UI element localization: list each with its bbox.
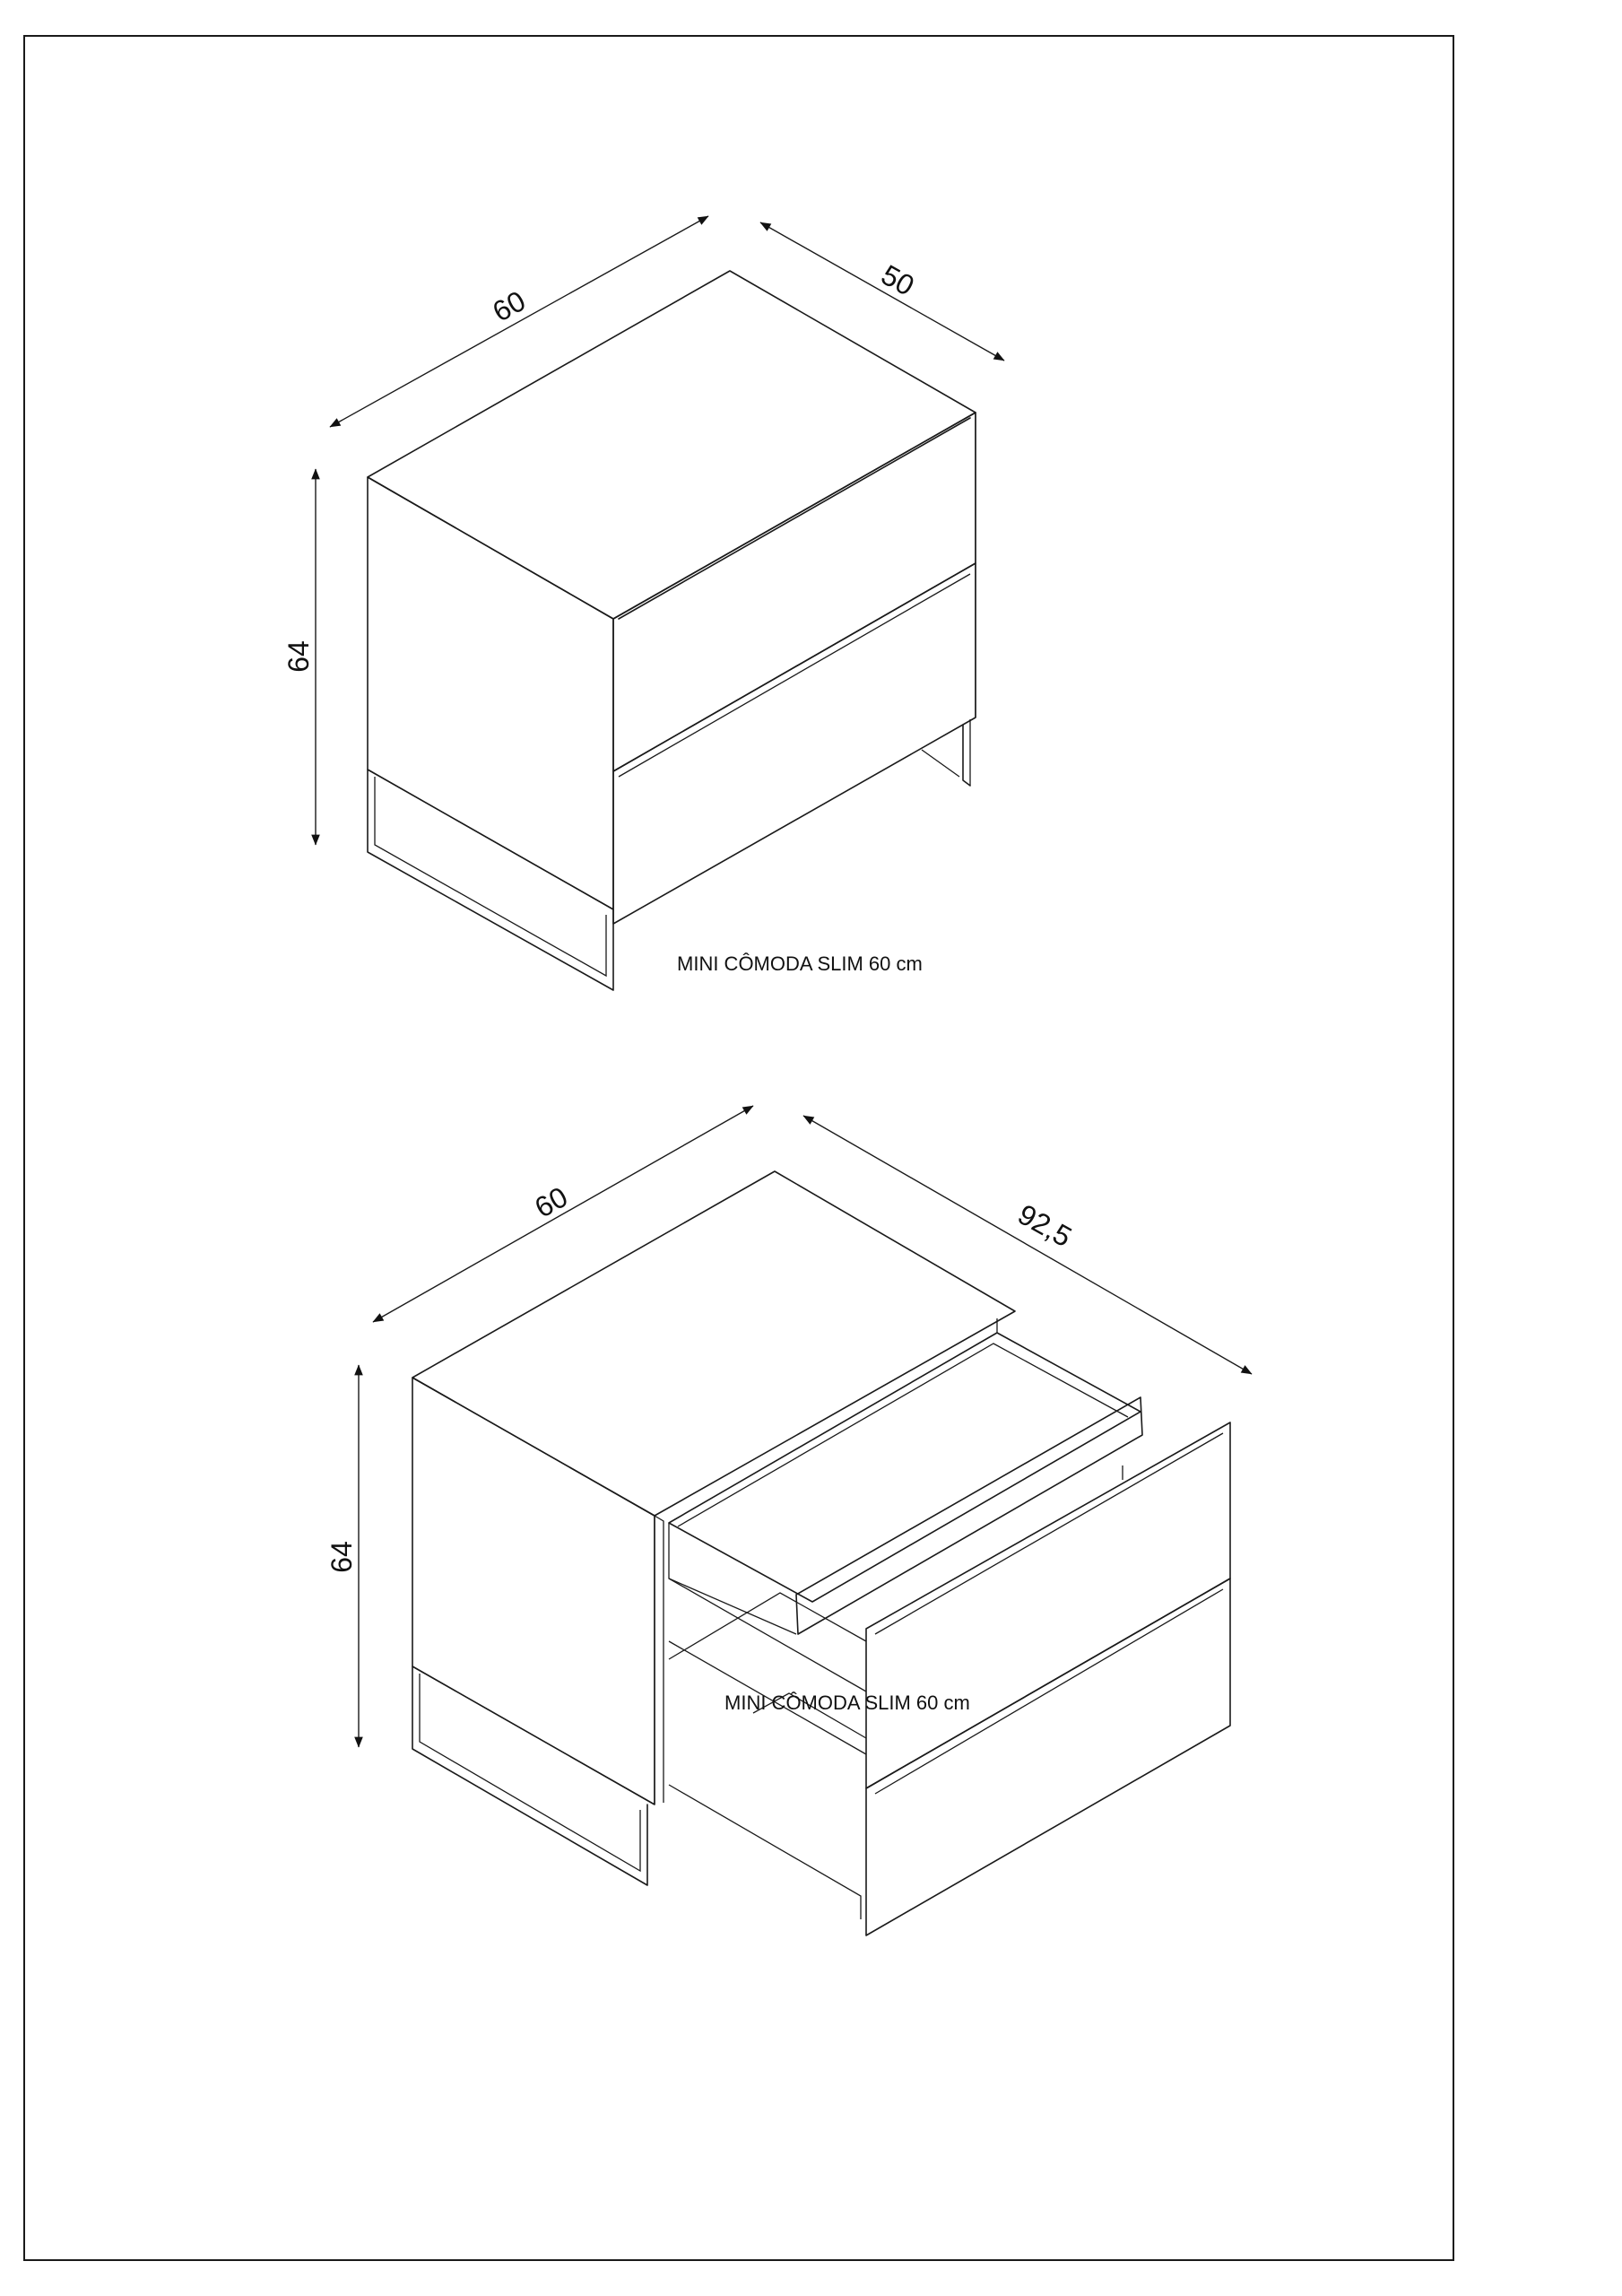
dimension-width-closed xyxy=(330,216,708,427)
dimension-width-value: 60 xyxy=(529,1180,573,1224)
top-drawer-open xyxy=(669,1318,1142,1634)
middle-drawer-front xyxy=(866,1422,1230,1788)
dimension-height-value: 64 xyxy=(325,1541,358,1573)
drawing-closed-chest xyxy=(282,216,1004,990)
dimension-depth-value: 50 xyxy=(876,258,920,302)
caption-closed: MINI CÔMODA SLIM 60 cm xyxy=(677,952,923,975)
drawing-open-chest xyxy=(325,1106,1252,1935)
dimension-height-closed xyxy=(282,469,316,845)
cabinet-top xyxy=(412,1171,1015,1516)
metal-base-open xyxy=(412,1666,647,1885)
metal-base-closed xyxy=(368,719,970,990)
dimension-width-open xyxy=(373,1106,753,1322)
dimension-depth-open xyxy=(803,1116,1252,1374)
dimension-height-open xyxy=(325,1365,359,1747)
caption-open: MINI CÔMODA SLIM 60 cm xyxy=(724,1692,970,1714)
middle-drawer-open xyxy=(669,1422,1230,1788)
cabinet-side-panel xyxy=(412,1378,655,1805)
bottom-drawer-front xyxy=(866,1578,1230,1935)
dimension-width-value: 60 xyxy=(487,284,531,328)
bottom-drawer-front xyxy=(613,563,976,924)
bottom-drawer-open xyxy=(669,1578,1230,1935)
cabinet-closed xyxy=(368,271,976,924)
dimension-height-value: 64 xyxy=(282,640,315,673)
dimension-depth-value: 92,5 xyxy=(1012,1197,1078,1254)
cabinet-side-panel xyxy=(368,477,613,909)
dimension-depth-closed xyxy=(760,222,1004,361)
top-drawer-front xyxy=(796,1397,1142,1634)
page-border xyxy=(24,36,1453,2260)
top-drawer-front xyxy=(613,413,976,771)
cabinet-top xyxy=(368,271,976,619)
